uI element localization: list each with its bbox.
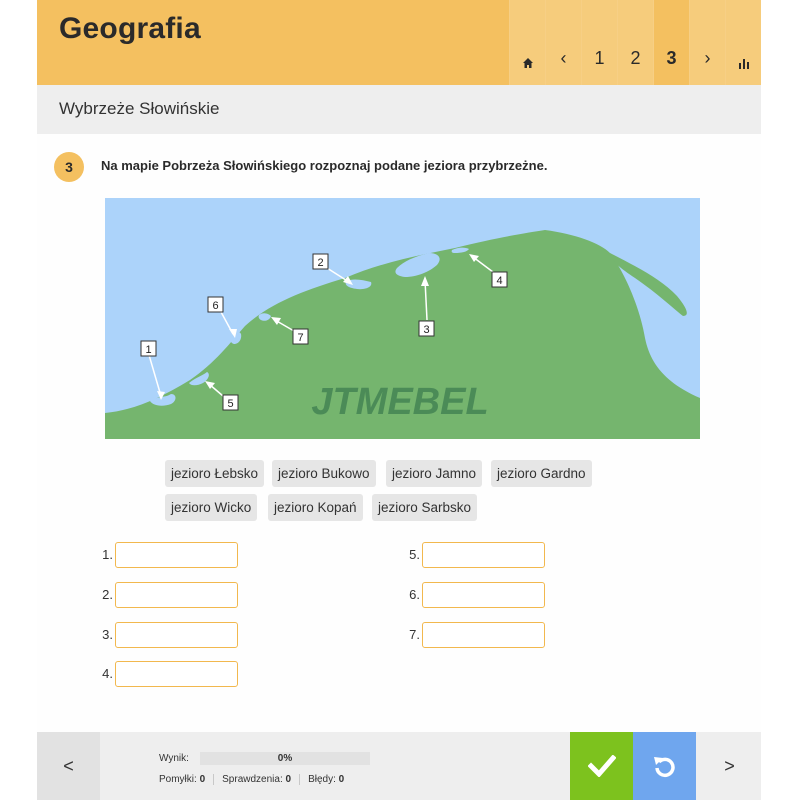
footer-prev-button[interactable]: < — [37, 732, 100, 800]
answer-label-2: 2. — [102, 587, 113, 602]
answer-field-2[interactable] — [115, 582, 238, 608]
stats-summary — [159, 774, 352, 785]
bar-chart-icon — [738, 57, 750, 69]
exercise-content — [37, 134, 761, 732]
chip-gardno[interactable]: jezioro Gardno — [491, 460, 592, 487]
svg-text:7: 7 — [297, 332, 304, 344]
answer-field-4[interactable] — [115, 661, 238, 687]
answer-label-7: 7. — [409, 627, 420, 642]
answer-field-5[interactable] — [422, 542, 545, 568]
stat-errors-value: 0 — [338, 774, 345, 785]
reset-button[interactable] — [633, 732, 696, 800]
stat-checks-label: Sprawdzenia: — [222, 774, 283, 785]
map-watermark: JTMEBEL — [311, 381, 489, 423]
stat-mistakes-value: 0 — [199, 774, 206, 785]
stat-errors — [299, 774, 352, 785]
question-text: Na mapie Pobrzeża Słowińskiego rozpoznaj podane jeziora przybrzeżne. — [101, 158, 548, 173]
score-value: 0% — [277, 753, 293, 764]
nav-page-3[interactable]: 3 — [653, 0, 689, 85]
coast-map — [105, 198, 700, 439]
svg-text:6: 6 — [212, 300, 219, 312]
score-progress-bar — [200, 752, 370, 765]
answer-field-6[interactable] — [422, 582, 545, 608]
footer-next-button[interactable]: > — [698, 732, 761, 800]
app-title: Geografia — [59, 12, 201, 45]
home-icon — [522, 57, 534, 69]
answer-field-3[interactable] — [115, 622, 238, 648]
page-navigation — [509, 0, 761, 85]
answer-field-7[interactable] — [422, 622, 545, 648]
svg-text:2: 2 — [317, 257, 324, 269]
nav-page-2[interactable]: 2 — [617, 0, 653, 85]
reset-icon — [652, 753, 678, 779]
app-frame — [37, 0, 761, 800]
answer-label-6: 6. — [409, 587, 420, 602]
nav-next-button[interactable]: › — [689, 0, 725, 85]
footer — [37, 732, 761, 800]
stat-checks-value: 0 — [285, 774, 292, 785]
chip-wicko[interactable]: jezioro Wicko — [165, 494, 257, 521]
question-number-badge: 3 — [54, 152, 84, 182]
stat-mistakes — [159, 774, 213, 785]
stats-button[interactable] — [725, 0, 761, 85]
svg-text:5: 5 — [227, 398, 234, 410]
svg-text:4: 4 — [496, 275, 503, 287]
header — [37, 0, 761, 85]
stat-checks — [213, 774, 299, 785]
nav-page-1[interactable]: 1 — [581, 0, 617, 85]
answer-label-1: 1. — [102, 547, 113, 562]
stat-errors-label: Błędy: — [308, 774, 336, 785]
nav-prev-button[interactable]: ‹ — [545, 0, 581, 85]
answer-label-3: 3. — [102, 627, 113, 642]
checkmark-icon — [588, 755, 616, 777]
chip-sarbsko[interactable]: jezioro Sarbsko — [372, 494, 477, 521]
score-label: Wynik: — [159, 753, 189, 764]
check-button[interactable] — [570, 732, 633, 800]
answer-label-5: 5. — [409, 547, 420, 562]
chip-jamno[interactable]: jezioro Jamno — [386, 460, 482, 487]
section-title: Wybrzeże Słowińskie — [59, 99, 220, 118]
chip-kopan[interactable]: jezioro Kopań — [268, 494, 363, 521]
svg-text:1: 1 — [145, 344, 152, 356]
answer-label-4: 4. — [102, 666, 113, 681]
stat-mistakes-label: Pomyłki: — [159, 774, 197, 785]
section-header — [37, 85, 761, 134]
svg-text:3: 3 — [423, 324, 430, 336]
chip-lebsko[interactable]: jezioro Łebsko — [165, 460, 264, 487]
chip-bukowo[interactable]: jezioro Bukowo — [272, 460, 376, 487]
home-button[interactable] — [509, 0, 545, 85]
answer-field-1[interactable] — [115, 542, 238, 568]
